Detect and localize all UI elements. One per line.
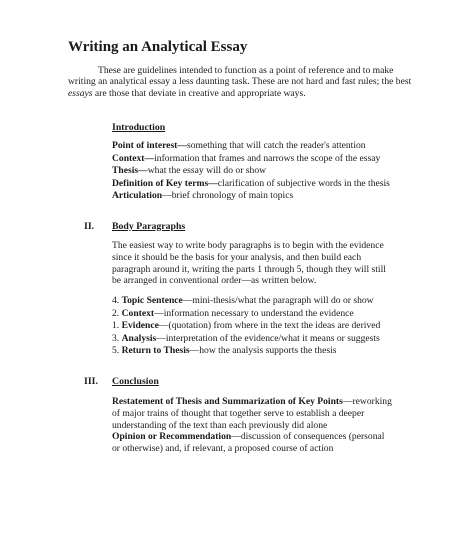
section-number-body: II. [84,221,95,232]
paragraph-line: paragraph around it, writing the parts 1 through 5, though they will still [112,263,386,275]
intro-line: These are guidelines intended to function as a point of reference and to make [98,65,394,76]
item-desc: clarification of subjective words in the thesis [217,177,390,189]
item-term: Thesis— [112,165,148,176]
list-item [112,308,380,321]
item-term: Definition of Key terms— [112,177,218,189]
item-desc: —(quotation) from where in the text the ideas are derived [158,320,381,331]
item-desc: —mini-thesis/what the paragraph will do or show [182,295,374,306]
item-number: 4. [112,295,122,306]
introduction-list [112,140,390,203]
list-item [112,165,390,178]
item-desc: —brief chronology of main topics [162,190,294,201]
item-term: Evidence [121,320,159,331]
item-desc: —discussion of consequences (personal [231,431,385,443]
section-heading-body: Body Paragraphs [112,221,186,232]
item-term: Return to Thesis [121,345,190,356]
body-paragraph [112,240,386,287]
paragraph-line: since it should be the basis for your analysis, and then build each [112,251,362,263]
item-desc: what the essay will do or show [147,165,267,176]
list-item [112,320,380,333]
list-item [112,140,390,153]
item-term: Restatement of Thesis and Summarization of Key Points [112,396,343,407]
item-term: Analysis [121,332,157,344]
intro-line: the best [381,76,412,88]
conclusion-item [112,396,392,408]
list-item [112,178,390,191]
list-item [112,333,380,346]
item-number: 3. [112,332,122,344]
list-item [112,153,390,166]
item-term: Topic Sentence [121,295,183,306]
section-heading-conclusion: Conclusion [112,376,159,387]
conclusion-item [112,431,392,443]
item-desc: —interpretation of the evidence/what it means or suggests [156,332,380,344]
item-number: 1. [112,320,122,331]
item-term: Context [121,307,155,319]
item-desc: information that frames and narrows the scope of the essay [154,152,381,164]
paragraph-line: The easiest way to write body paragraphs is to begin with the evidence [112,240,384,251]
section-heading-introduction: Introduction [112,122,166,133]
item-desc: —how the analysis supports the thesis [189,345,337,356]
list-item [112,295,380,308]
list-item [112,190,390,203]
paragraph-line: be arranged in conventional order—as written below. [112,275,317,287]
intro-line-end: are those that deviate in creative and appropriate ways. [92,87,306,99]
conclusion-line: of major trains of thought that together serve to establish a deeper [112,407,365,419]
item-number: 5. [112,345,122,356]
intro-emphasis: essays [68,87,93,99]
item-term: Context— [112,152,155,164]
body-parts-list [112,295,380,358]
item-term: Point of interest— [112,140,187,151]
item-desc: something that will catch the reader's attention [186,140,366,151]
document-title: Writing an Analytical Essay [68,39,248,55]
conclusion-line: understanding of the text than each previously did alone [112,419,328,431]
intro-line: writing an analytical essay a less daunting task. These are not hard and fast rules; [68,76,380,88]
list-item [112,345,380,358]
item-desc: —reworking [342,396,392,407]
item-term: Opinion or Recommendation [112,431,232,443]
item-term: Articulation [112,190,163,201]
section-number-conclusion: III. [84,376,98,387]
item-number: 2. [112,307,122,319]
item-desc: —information necessary to understand the evidence [154,307,354,319]
conclusion-block [112,396,392,455]
intro-paragraph [68,65,413,99]
conclusion-line: or otherwise) and, if relevant, a proposed course of action [112,443,334,455]
